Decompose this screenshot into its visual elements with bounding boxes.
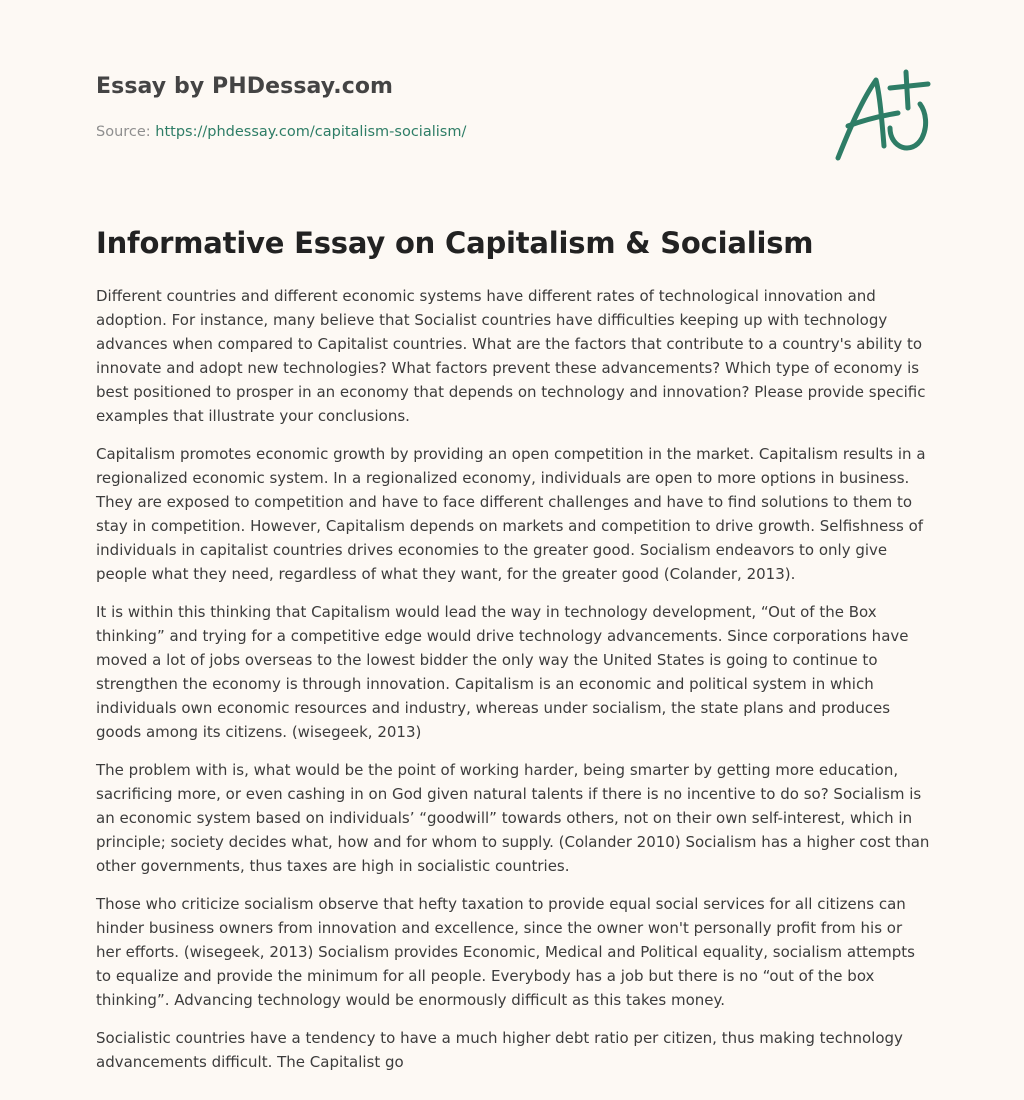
essay-paragraph: Different countries and different economic systems have different rates of technological innovation and adoption. For instance, many believe that Socialist countries have difficulties keeping up with technology advances when compared to Capitalist countries. What are the factors that contribute to a country's ability to innovate and adopt new technologies? What factors prevent these advancements? Which type of economy is best positioned to prosper in an economy that depends on technology and innovation? Please provide specific examples that illustrate your conclusions. xyxy=(96,287,926,425)
essay-paragraph: Capitalism promotes economic growth by providing an open competition in the market. Capitalism results in a regionalized economic system. In a regionalized economy, individuals are open to more options in business. They are exposed to competition and have to face different challenges and have to find solutions to them to stay in competition. However, Capitalism depends on markets and competition to drive growth. Selfishness of individuals in capitalist countries drives economies to the greater good. Socialism endeavors to only give people what they need, regardless of what they want, for the greater good (Colander, 2013). xyxy=(96,445,926,583)
a-plus-logo-icon xyxy=(828,66,932,166)
source-line xyxy=(96,124,466,140)
essay-paragraph: Those who criticize socialism observe that hefty taxation to provide equal social services for all citizens can hinder business owners from innovation and excellence, since the owner won't personally profit from his or her efforts. (wisegeek, 2013) Socialism provides Economic, Medical and Political equality, socialism attempts to equalize and provide the minimum for all people. Everybody has a job but there is no “out of the box thinking”. Advancing technology would be enormously difficult as this takes money. xyxy=(96,895,915,1009)
source-link[interactable]: https://phdessay.com/capitalism-socialism/ xyxy=(155,124,467,140)
essay-paragraph: Socialistic countries have a tendency to have a much higher debt ratio per citizen, thus making technology advancements difficult. The Capitalist go xyxy=(96,1029,903,1071)
source-label: Source: xyxy=(96,124,156,140)
essay-paragraph: The problem with is, what would be the point of working harder, being smarter by getting more education, sacrificing more, or even cashing in on God given natural talents if there is no incentive to do so? Socialism is an economic system based on individuals’ “goodwill” towards others, not on their own self-interest, which in principle; society decides what, how and for whom to supply. (Colander 2010) Socialism has a higher cost than other governments, thus taxes are high in socialistic countries. xyxy=(96,761,930,875)
essay-title: Informative Essay on Capitalism & Socialism xyxy=(96,226,814,260)
essay-paragraph: It is within this thinking that Capitalism would lead the way in technology development, “Out of the Box thinking” and trying for a competitive edge would drive technology advancements. Since corporations have moved a lot of jobs overseas to the lowest bidder the only way the United States is going to continue to strengthen the economy is through innovation. Capitalism is an economic and political system in which individuals own economic resources and industry, whereas under socialism, the state plans and produces goods among its citizens. (wisegeek, 2013) xyxy=(96,603,909,741)
essay-body xyxy=(96,284,930,1088)
site-title: Essay by PHDessay.com xyxy=(96,74,394,99)
page-header xyxy=(96,0,928,200)
